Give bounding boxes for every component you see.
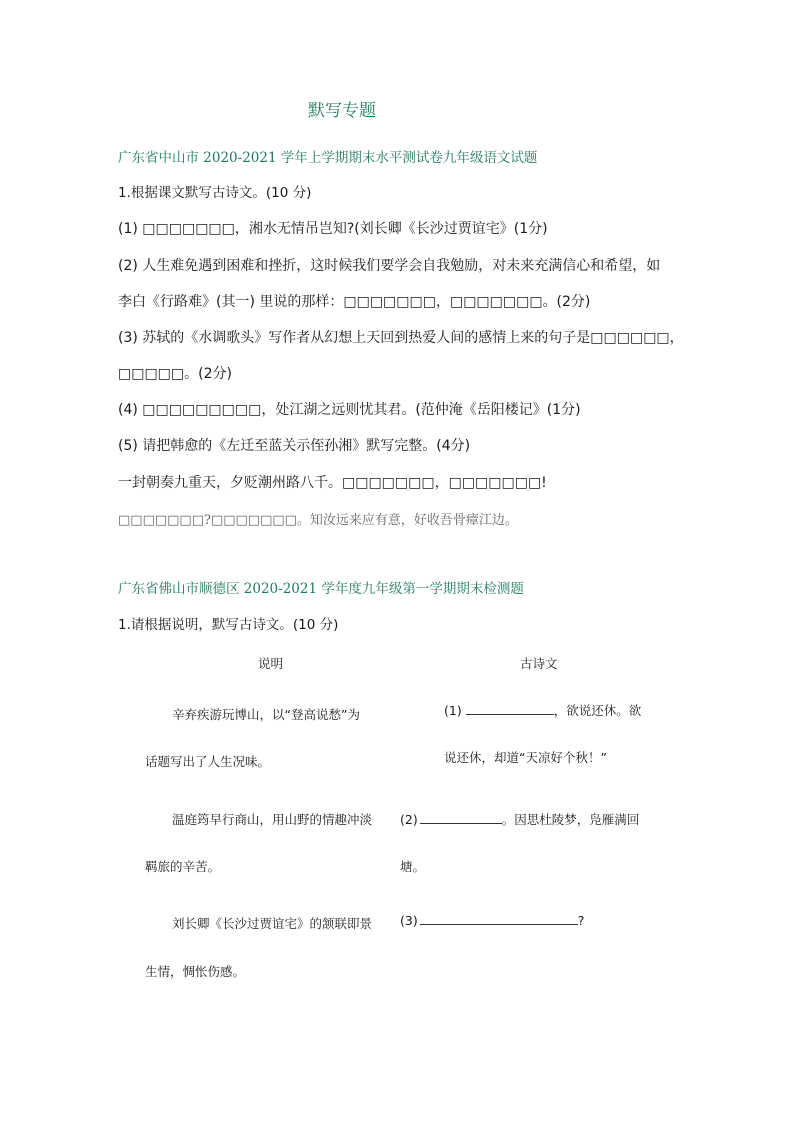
- description-2-line2: 羁旅的辛苦。: [145, 859, 221, 874]
- description-2-line1: 温庭筠早行商山，用山野的情趣冲淡: [172, 812, 373, 827]
- section-heading-foshan: 广东省佛山市顺德区 2020-2021 学年度九年级第一学期期末检测题: [118, 581, 524, 597]
- item-3-line1: (3) 苏轼的《水调歌头》写作者从幻想上天回到热爱人间的感情上来的句子是□□□□□□，: [118, 330, 684, 346]
- item-1: (1) □□□□□□□，湘水无情吊岂知?(刘长卿《长沙过贾谊宅》(1分): [118, 221, 548, 237]
- page-title: 默写专题: [308, 101, 376, 121]
- question-1-foshan: 1.请根据说明，默写古诗文。(10 分): [118, 617, 339, 633]
- poem-1-prefix: (1): [444, 703, 462, 718]
- item-2-line2: 李白《行路难》(其一) 里说的那样：□□□□□□□，□□□□□□□。(2分): [118, 294, 591, 310]
- poem-3-prefix: (3): [400, 913, 418, 928]
- description-3-line1: 刘长卿《长沙过贾谊宅》的颔联即景: [172, 916, 373, 931]
- item-5: (5) 请把韩愈的《左迁至蓝关示侄孙湘》默写完整。(4分): [118, 438, 471, 454]
- description-1-line1: 辛弃疾游玩博山，以“登高说愁”为: [172, 707, 360, 722]
- item-2-line1: (2) 人生难免遇到困难和挫折，这时候我们要学会自我勉励，对未来充满信心和希望，如: [118, 258, 661, 274]
- description-3-line2: 生情，惆怅伤感。: [145, 964, 246, 979]
- poem-3-suffix: ?: [577, 913, 585, 928]
- poem-1-line2: 说还休，却道“天凉好个秋！”: [444, 750, 607, 765]
- poem-1-line1: [444, 701, 641, 719]
- item-5-poem-line1: 一封朝奏九重天，夕贬潮州路八千。□□□□□□□，□□□□□□□!: [118, 475, 547, 491]
- answer-blank-2[interactable]: [420, 811, 502, 824]
- description-1-line2: 话题写出了人生况味。: [145, 754, 271, 769]
- poem-3-line1: [400, 912, 584, 928]
- section-heading-zhongshan: 广东省中山市 2020-2021 学年上学期期末水平测试卷九年级语文试题: [118, 150, 538, 166]
- poem-2-suffix: 。因思杜陵梦，凫雁满回: [501, 812, 640, 827]
- answer-blank-3[interactable]: [420, 912, 578, 925]
- column-header-description: 说明: [258, 656, 284, 671]
- poem-2-prefix: (2): [400, 812, 418, 827]
- poem-2-line1: [400, 810, 639, 828]
- item-4: (4) □□□□□□□□□，处江湖之远则忧其君。(范仲淹《岳阳楼记》(1分): [118, 402, 581, 418]
- poem-1-suffix: ，欲说还休。欲: [553, 703, 642, 718]
- item-3-line2: □□□□□。(2分): [118, 366, 232, 382]
- item-5-poem-line2: □□□□□□□?□□□□□□□。知汝远来应有意，好收吾骨瘴江边。: [118, 513, 518, 528]
- column-header-poem: 古诗文: [520, 656, 558, 671]
- poem-2-line2: 塘。: [400, 859, 426, 874]
- answer-blank-1[interactable]: [466, 702, 554, 715]
- question-1: 1.根据课文默写古诗文。(10 分): [118, 185, 312, 201]
